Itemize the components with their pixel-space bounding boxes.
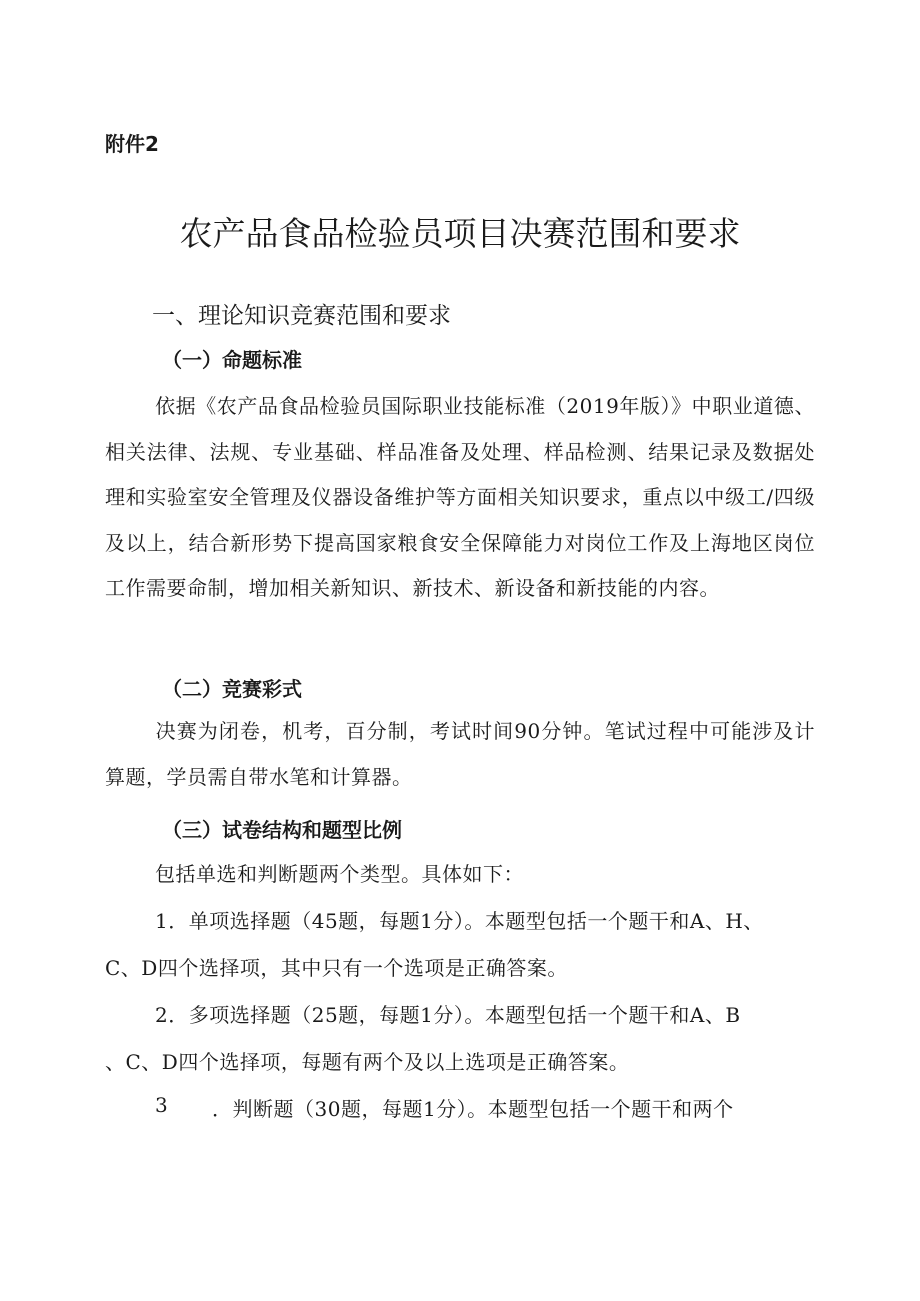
subsection-heading-2: （二）竞赛彩式 <box>162 677 302 701</box>
structure-intro: 包括单选和判断题两个类型。具体如下： <box>155 862 524 886</box>
subsection-heading-1: （一）命题标准 <box>162 348 302 372</box>
item2-line1: 2．多项选择题（25题，每题1分）。本题型包括一个题干和A、B <box>155 1003 741 1027</box>
subsection-heading-3: （三）试卷结构和题型比例 <box>162 818 402 842</box>
paragraph-format-text: 决赛为闭卷，机考，百分制，考试时间90分钟。笔试过程中可能涉及计算题，学员需自带水笔和计算器。 <box>105 719 815 789</box>
paragraph-standard-text: 依据《农产品食品检验员国际职业技能标准（2019年版）》中职业道德、相关法律、法规、专业基础、样品准备及处理、样品检测、结果记录及数据处理和实验室安全管理及仪器设备维护等方面相关知识要求，重点以中级工/四级及以上，结合新形势下提高国家粮食安全保障能力对岗位工作及上海地区岗位工作需要命制，增加相关新知识、新技术、新设备和新技能的内容。 <box>105 394 815 600</box>
attachment-label: 附件2 <box>105 132 159 156</box>
paragraph-format <box>105 709 815 800</box>
item2-line2: 、C、D四个选择项，每题有两个及以上选项是正确答案。 <box>105 1050 630 1074</box>
item3-line1: ．判断题（30题，每题1分）。本题型包括一个题干和两个 <box>212 1097 734 1121</box>
document-title: 农产品食品检验员项目决赛范围和要求 <box>179 214 741 253</box>
item1-line2: C、D四个选择项，其中只有一个选项是正确答案。 <box>105 956 568 980</box>
paragraph-standard <box>105 384 815 612</box>
item1-line1: 1．单项选择题（45题，每题1分）。本题型包括一个题干和A、H、 <box>155 909 764 933</box>
section-heading: 一、理论知识竞赛范围和要求 <box>152 303 451 329</box>
item3-number: 3 <box>155 1093 169 1117</box>
